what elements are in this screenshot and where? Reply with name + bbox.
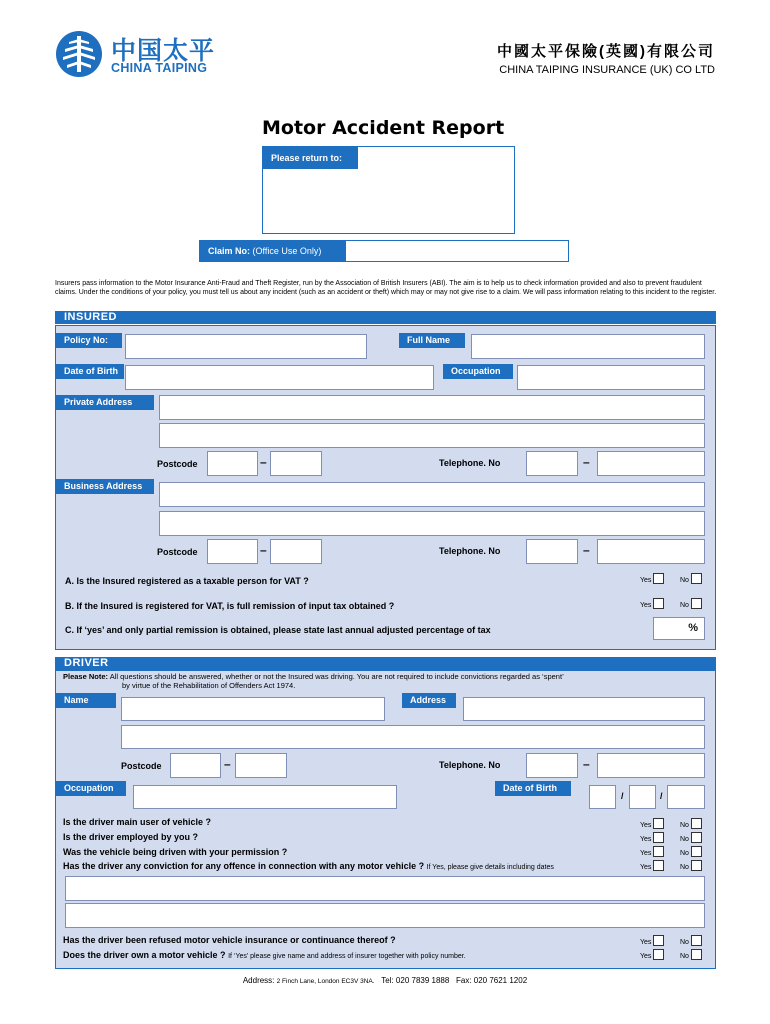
- vat-a-yes: [640, 573, 664, 584]
- policy-no-input[interactable]: [125, 334, 367, 359]
- claim-no-input[interactable]: [345, 240, 569, 262]
- yes-label: Yes: [640, 850, 652, 857]
- dob-slash-2: /: [660, 791, 663, 801]
- vat-b-yes-checkbox[interactable]: [653, 598, 664, 609]
- yes-label: Yes: [640, 822, 652, 829]
- private-postcode-label: Postcode: [157, 459, 198, 469]
- q6-no-checkbox[interactable]: [691, 949, 702, 960]
- footer-fax: Fax: 020 7621 1202: [455, 976, 528, 985]
- q1-no-checkbox[interactable]: [691, 818, 702, 829]
- no-label: No: [680, 939, 689, 946]
- vat-a-no-checkbox[interactable]: [691, 573, 702, 584]
- driver-note-label: Please Note:: [63, 672, 109, 681]
- conviction-question-note: If Yes, please give details including dates: [426, 864, 554, 871]
- yes-label: Yes: [640, 577, 652, 584]
- driver-question-refused: Has the driver been refused motor vehicle insurance or continuance thereof ?: [63, 935, 396, 945]
- driver-heading: DRIVER: [55, 657, 716, 670]
- q1-yes-checkbox[interactable]: [653, 818, 664, 829]
- q6-yes-checkbox[interactable]: [653, 949, 664, 960]
- company-logo: [55, 30, 103, 78]
- company-name-cn: 中國太平保險(英國)有限公司: [497, 43, 715, 60]
- driver-question-owns-vehicle: [63, 950, 466, 960]
- private-postcode-part1[interactable]: [207, 451, 258, 476]
- vat-b-no-checkbox[interactable]: [691, 598, 702, 609]
- private-postcode-dash: –: [260, 455, 267, 469]
- no-label: No: [680, 822, 689, 829]
- yes-label: Yes: [640, 602, 652, 609]
- driver-dob-month[interactable]: [629, 785, 656, 809]
- business-postcode-part1[interactable]: [207, 539, 258, 564]
- business-telephone-code[interactable]: [526, 539, 578, 564]
- driver-dob-year[interactable]: [667, 785, 705, 809]
- footer-address: 2 Finch Lane, London EC3V 3NA.: [276, 978, 375, 985]
- brand-name-cn: 中国太平: [111, 37, 216, 65]
- page-title: Motor Accident Report: [262, 117, 505, 139]
- company-name-en: CHINA TAIPING INSURANCE (UK) CO LTD: [499, 64, 715, 76]
- q2-yes-checkbox[interactable]: [653, 832, 664, 843]
- q2-yes: [640, 832, 664, 843]
- q2-no: [680, 832, 702, 843]
- driver-question-employed: Is the driver employed by you ?: [63, 832, 199, 842]
- yes-label: Yes: [640, 836, 652, 843]
- driver-telephone-number[interactable]: [597, 753, 705, 778]
- dob-slash-1: /: [621, 791, 624, 801]
- full-name-input[interactable]: [471, 334, 705, 359]
- vat-a-yes-checkbox[interactable]: [653, 573, 664, 584]
- private-address-line2[interactable]: [159, 423, 705, 448]
- q4-no-checkbox[interactable]: [691, 860, 702, 871]
- driver-telephone-code[interactable]: [526, 753, 578, 778]
- business-telephone-dash: –: [583, 543, 590, 557]
- vat-question-a: A. Is the Insured registered as a taxable person for VAT ?: [65, 576, 309, 586]
- yes-label: Yes: [640, 939, 652, 946]
- q1-yes: [640, 818, 664, 829]
- policy-no-label: Policy No:: [56, 333, 122, 348]
- private-telephone-label: Telephone. No: [439, 458, 501, 468]
- private-postcode-part2[interactable]: [270, 451, 322, 476]
- q6-yes: [640, 949, 664, 960]
- vat-b-no: [680, 598, 702, 609]
- q3-yes-checkbox[interactable]: [653, 846, 664, 857]
- driver-name-label: Name: [56, 693, 116, 708]
- q4-yes-checkbox[interactable]: [653, 860, 664, 871]
- business-telephone-label: Telephone. No: [439, 546, 501, 556]
- conviction-question-text: Has the driver any conviction for any offence in connection with any motor vehicle ?: [63, 861, 425, 871]
- footer-contact: [0, 976, 770, 985]
- q3-no: [680, 846, 702, 857]
- business-address-line1[interactable]: [159, 482, 705, 507]
- claim-no-note: (Office Use Only): [252, 246, 322, 256]
- owns-vehicle-question-text: Does the driver own a motor vehicle ?: [63, 950, 226, 960]
- claim-label-bar: [199, 240, 345, 262]
- claim-no-label: Claim No:: [208, 246, 251, 256]
- q2-no-checkbox[interactable]: [691, 832, 702, 843]
- driver-occupation-input[interactable]: [133, 785, 397, 809]
- driver-address-line1[interactable]: [463, 697, 705, 721]
- driver-question-main-user: Is the driver main user of vehicle ?: [63, 817, 212, 827]
- dob-input[interactable]: [125, 365, 434, 390]
- driver-note-line1: All questions should be answered, whether or not the Insured was driving. You are not required to include convictions regarded as ‘spent’: [109, 672, 564, 681]
- no-label: No: [680, 836, 689, 843]
- business-address-line2[interactable]: [159, 511, 705, 536]
- vat-percentage-input[interactable]: [653, 617, 705, 640]
- driver-dob-label: Date of Birth: [495, 781, 571, 796]
- private-telephone-number[interactable]: [597, 451, 705, 476]
- driver-postcode-label: Postcode: [121, 761, 162, 771]
- no-label: No: [680, 850, 689, 857]
- footer-address-label: Address:: [242, 976, 275, 985]
- insured-heading: INSURED: [55, 311, 716, 324]
- driver-telephone-label: Telephone. No: [439, 760, 501, 770]
- driver-dob-day[interactable]: [589, 785, 616, 809]
- q5-no: [680, 935, 702, 946]
- q1-no: [680, 818, 702, 829]
- vat-question-c: C. If ‘yes’ and only partial remission is obtained, please state last annual adjusted percentage of tax: [65, 625, 491, 635]
- intro-text: Insurers pass information to the Motor Insurance Anti-Fraud and Theft Register, run by the Association of British Insurers (ABI). The aim is to help us to check information provided and also to prevent fraudulent claims. Under the conditions of your policy, you must tell us about any incident (such as an accident or theft) which may or may not give rise to a claim. We will pass information relating to this incident to the register.: [55, 280, 717, 296]
- driver-question-conviction: [63, 861, 554, 871]
- vat-b-yes: [640, 598, 664, 609]
- q5-no-checkbox[interactable]: [691, 935, 702, 946]
- taiping-logo-icon: [55, 30, 103, 78]
- dob-label: Date of Birth: [56, 364, 124, 379]
- business-postcode-label: Postcode: [157, 547, 198, 557]
- vat-a-no: [680, 573, 702, 584]
- no-label: No: [680, 602, 689, 609]
- business-address-label: Business Address: [56, 479, 154, 494]
- no-label: No: [680, 953, 689, 960]
- yes-label: Yes: [640, 953, 652, 960]
- q6-no: [680, 949, 702, 960]
- driver-telephone-dash: –: [583, 757, 590, 771]
- q5-yes: [640, 935, 664, 946]
- occupation-label: Occupation: [443, 364, 513, 379]
- driver-note: [63, 672, 713, 690]
- conviction-details-line1[interactable]: [65, 876, 705, 901]
- yes-label: Yes: [640, 864, 652, 871]
- full-name-label: Full Name: [399, 333, 465, 348]
- vat-question-b: B. If the Insured is registered for VAT, is full remission of input tax obtained ?: [65, 601, 395, 611]
- no-label: No: [680, 577, 689, 584]
- q5-yes-checkbox[interactable]: [653, 935, 664, 946]
- private-telephone-code[interactable]: [526, 451, 578, 476]
- q4-yes: [640, 860, 664, 871]
- conviction-details-line2[interactable]: [65, 903, 705, 928]
- driver-postcode-dash: –: [224, 757, 231, 771]
- driver-name-input[interactable]: [121, 697, 385, 721]
- private-address-line1[interactable]: [159, 395, 705, 420]
- driver-address-label: Address: [402, 693, 456, 708]
- occupation-input[interactable]: [517, 365, 705, 390]
- business-postcode-part2[interactable]: [270, 539, 322, 564]
- brand-name-en: CHINA TAIPING: [111, 61, 208, 75]
- private-telephone-dash: –: [583, 455, 590, 469]
- driver-occupation-label: Occupation: [56, 781, 126, 796]
- business-telephone-number[interactable]: [597, 539, 705, 564]
- owns-vehicle-question-note: If ‘Yes’ please give name and address of insurer together with policy number.: [228, 953, 466, 960]
- driver-note-line2: by virtue of the Rehabilitation of Offenders Act 1974.: [122, 681, 296, 690]
- q3-yes: [640, 846, 664, 857]
- private-address-label: Private Address: [56, 395, 154, 410]
- driver-postcode-part1[interactable]: [170, 753, 221, 778]
- q4-no: [680, 860, 702, 871]
- no-label: No: [680, 864, 689, 871]
- footer-tel: Tel: 020 7839 1888: [381, 976, 450, 985]
- return-to-label: Please return to:: [263, 147, 358, 169]
- percent-sign: %: [688, 622, 698, 634]
- q3-no-checkbox[interactable]: [691, 846, 702, 857]
- driver-question-permission: Was the vehicle being driven with your permission ?: [63, 847, 288, 857]
- business-postcode-dash: –: [260, 543, 267, 557]
- driver-address-line2[interactable]: [121, 725, 705, 749]
- driver-postcode-part2[interactable]: [235, 753, 287, 778]
